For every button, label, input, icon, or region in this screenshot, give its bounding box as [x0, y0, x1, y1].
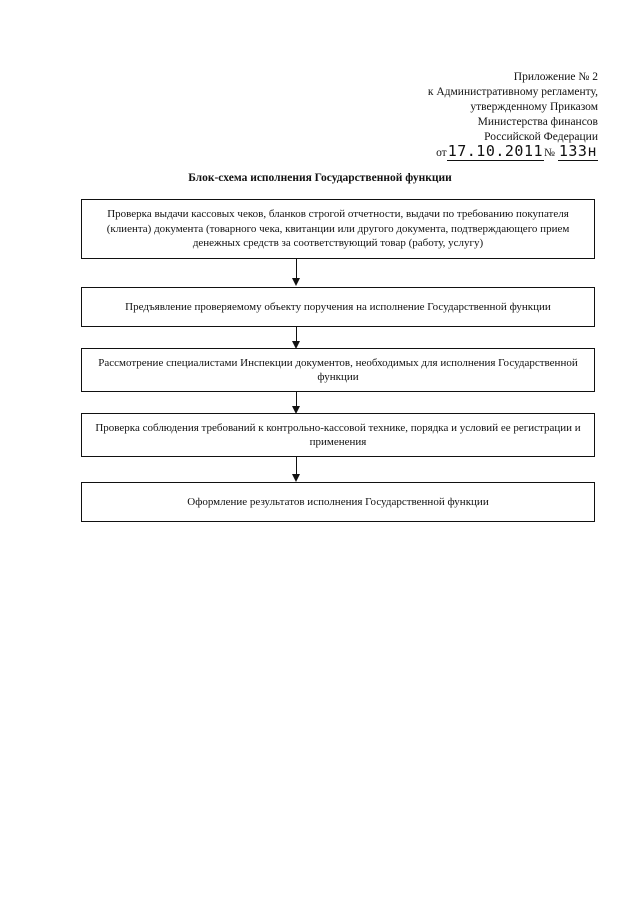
flowchart-step-3 — [81, 348, 595, 392]
ministry-name: Министерства финансов — [477, 116, 598, 128]
appendix-number: Приложение № 2 — [513, 71, 598, 83]
flowchart-step-2-text: Предъявление проверяемому объекту поручения на исполнение Государственной функции — [125, 300, 551, 313]
flowchart-step-4 — [81, 413, 595, 457]
flowchart-step-5 — [81, 482, 595, 522]
flowchart-step-3-text: Рассмотрение специалистами Инспекции документов, необходимых для исполнения Государственной функции — [98, 356, 578, 383]
flowchart-step-5-text: Оформление результатов исполнения Государственной функции — [187, 495, 489, 508]
flowchart-step-2 — [81, 287, 595, 327]
order-number-sign: № — [544, 147, 555, 159]
order-date-number — [338, 144, 598, 161]
regulation-reference: к Административному регламенту, — [427, 86, 598, 98]
approved-by-order: утвержденному Приказом — [470, 101, 598, 113]
flowchart-step-4-text: Проверка соблюдения требований к контрольно-кассовой технике, порядка и условий ее регистрации и применения — [95, 421, 581, 448]
flowchart-step-1-text: Проверка выдачи кассовых чеков, бланков строгой отчетности, выдачи по требованию покупателя (клиента) документа (товарного чека, квитанции или другого документа, подтверждающего прием денежных средств за соответствующий товар (работу, услугу) — [106, 208, 570, 250]
appendix-header — [338, 70, 598, 161]
order-date: 17.10.2011 — [447, 142, 544, 160]
flowchart-step-1 — [81, 199, 595, 259]
flowchart-title: Блок-схема исполнения Государственной функции — [188, 172, 452, 184]
order-number: 133н — [558, 142, 597, 160]
order-prefix: от — [436, 147, 447, 159]
country-name: Российской Федерации — [484, 131, 598, 143]
